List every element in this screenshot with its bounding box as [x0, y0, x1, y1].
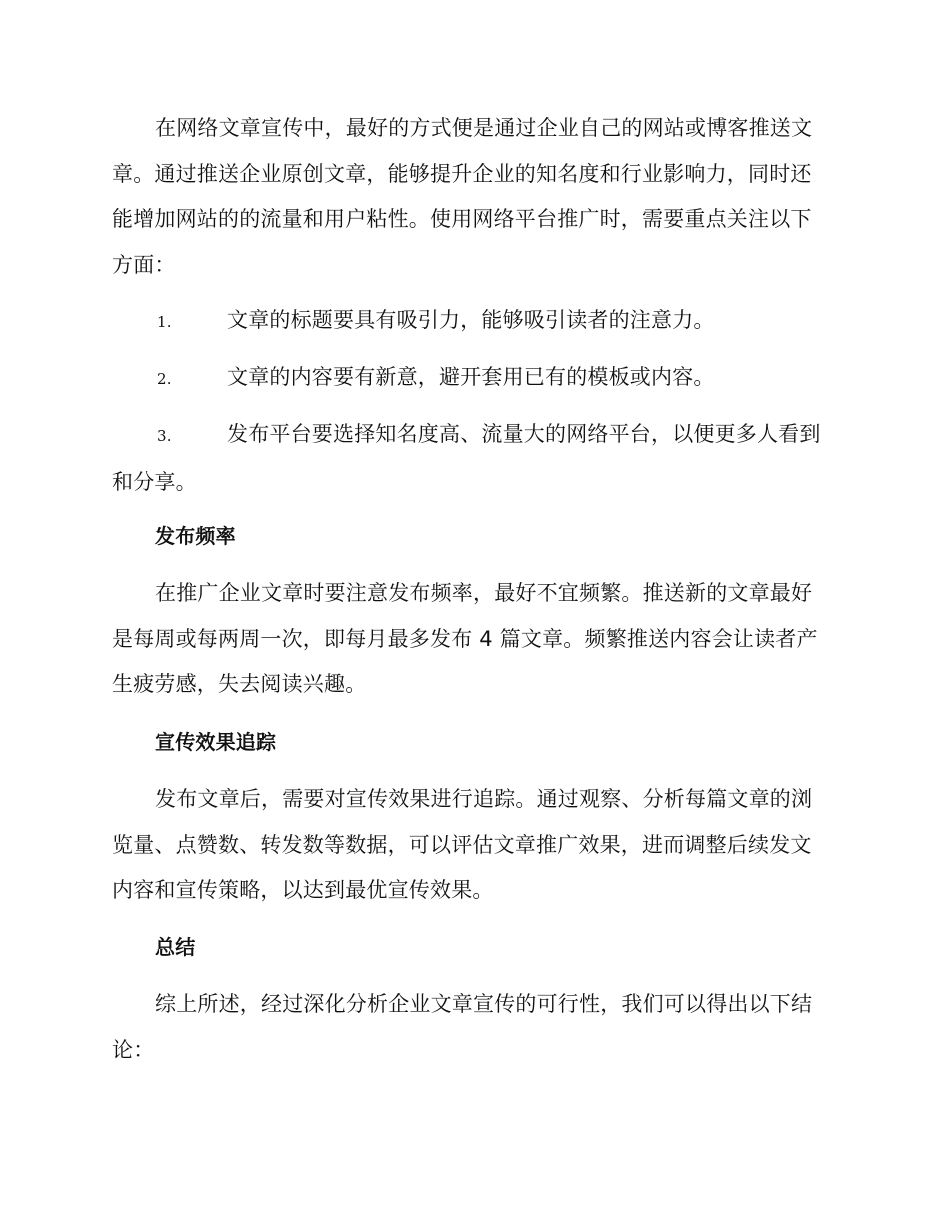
list-text: 发布平台要选择知名度高、流量大的网络平台，以便更多人看到和分享。: [112, 422, 821, 494]
list-text: 文章的标题要具有吸引力，能够吸引读者的注意力。: [227, 308, 715, 332]
section-heading-tracking: 宣传效果追踪: [155, 730, 277, 754]
list-number: 2.: [157, 370, 172, 388]
list-number: 3.: [157, 427, 172, 445]
section-body-frequency: 在推广企业文章时要注意发布频率，最好不宜频繁。推送新的文章最好是每周或每两周一次，即每月最多发布 4 篇文章。频繁推送内容会让读者产生疲劳感，失去阅读兴趣。: [112, 581, 818, 696]
intro-paragraph: 在网络文章宣传中，最好的方式便是通过企业自己的网站或博客推送文章。通过推送企业原创文章，能够提升企业的知名度和行业影响力，同时还能增加网站的的流量和用户粘性。使用网络平台推广时，需要重点关注以下方面：: [112, 116, 813, 277]
list-number: 1.: [157, 313, 172, 331]
list-item-1: [112, 298, 832, 346]
section-body-summary: 综上所述，经过深化分析企业文章宣传的可行性，我们可以得出以下结论：: [112, 992, 813, 1062]
section-heading-frequency: 发布频率: [155, 524, 236, 548]
section-body-tracking: 发布文章后，需要对宣传效果进行追踪。通过观察、分析每篇文章的浏览量、点赞数、转发数等数据，可以评估文章推广效果，进而调整后续发文内容和宣传策略，以达到最优宣传效果。: [112, 787, 813, 902]
list-text: 文章的内容要有新意，避开套用已有的模板或内容。: [227, 365, 715, 389]
list-item-3: [112, 412, 832, 505]
section-heading-summary: 总结: [155, 935, 196, 959]
list-item-2: [112, 355, 832, 403]
